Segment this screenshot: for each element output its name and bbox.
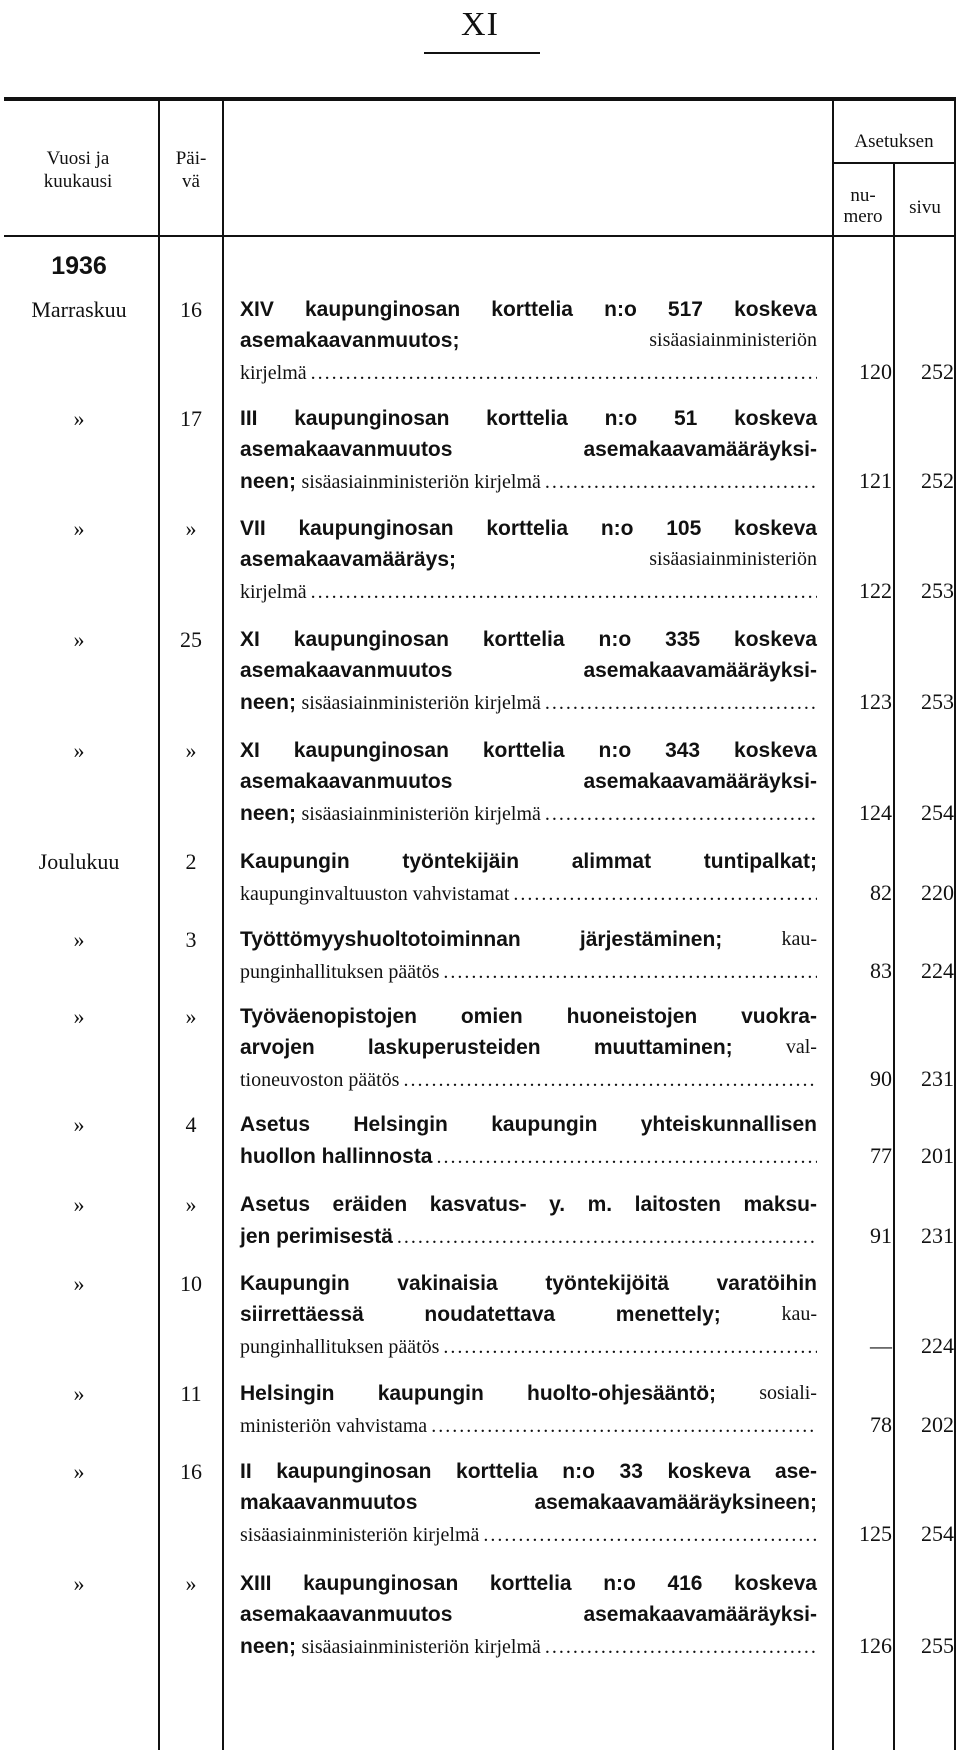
description-bold-word: tuntipalkat; — [703, 850, 817, 873]
description-cell — [240, 403, 817, 498]
description-bold-word: kaupunginosan — [294, 407, 450, 430]
description-bold-word: Asetus — [240, 1113, 311, 1136]
description-bold-word: kaupunginosan — [303, 1572, 459, 1595]
description-bold-word: huoneistojen — [566, 1005, 698, 1028]
description-cell — [240, 513, 817, 608]
description-bold-word: makaavanmuutos — [240, 1491, 418, 1514]
description-bold-word: työntekijöitä — [545, 1272, 669, 1295]
description-plain-text: punginhallituksen päätös — [240, 961, 440, 983]
month-cell: » — [73, 1571, 85, 1596]
description-plain-word: val- — [785, 1036, 817, 1058]
header-numero — [834, 185, 892, 227]
description-text — [240, 575, 307, 608]
sivu-cell: 224 — [921, 958, 954, 983]
description-line — [240, 294, 817, 325]
sivu-cell: 252 — [921, 468, 954, 493]
numero-cell: 126 — [859, 1633, 892, 1658]
sivu-cell: 202 — [921, 1412, 954, 1437]
description-bold-word: y. — [549, 1193, 566, 1216]
description-line — [240, 544, 817, 575]
description-bold-word: asemakaavamääräyksi- — [583, 1603, 817, 1626]
description-cell — [240, 735, 817, 830]
description-line — [240, 1409, 817, 1442]
description-bold-text: huollon hallinnosta — [240, 1145, 433, 1168]
sivu-cell: 201 — [921, 1143, 954, 1168]
description-bold-word: järjestäminen; — [579, 928, 723, 951]
description-bold-word: Asetus — [240, 1193, 311, 1216]
month-cell: » — [73, 927, 85, 952]
description-bold-word: asemakaavanmuutos; — [240, 329, 460, 352]
description-bold-word: laskuperusteiden — [367, 1036, 541, 1059]
header-day-line2: vä — [182, 171, 200, 192]
description-plain-text: sisäasiainministeriön kirjelmä — [301, 803, 541, 825]
description-plain-text: sisäasiainministeriön kirjelmä — [240, 1524, 480, 1546]
description-bold-word: koskeva — [734, 298, 817, 321]
dot-leader — [443, 1332, 817, 1363]
month-cell: » — [73, 627, 85, 652]
header-numero-line2: mero — [843, 206, 883, 227]
sivu-cell: 254 — [921, 800, 954, 825]
dot-leader — [483, 1520, 817, 1551]
description-plain-text: kirjelmä — [240, 581, 307, 603]
dot-leader — [403, 1065, 817, 1096]
day-cell: » — [185, 1192, 197, 1217]
description-bold-text: neen; — [240, 691, 297, 714]
description-text — [240, 356, 307, 389]
description-bold-word: koskeva — [734, 739, 817, 762]
description-bold-word: asemakaavamääräyksi- — [583, 438, 817, 461]
description-bold-word: omien — [460, 1005, 523, 1028]
month-cell: » — [73, 1192, 85, 1217]
description-bold-word: korttelia — [482, 739, 565, 762]
year-heading: 1936 — [51, 252, 107, 280]
description-bold-word: korttelia — [486, 407, 568, 430]
description-bold-word: menettely; — [615, 1303, 721, 1326]
description-bold-word: kaupungin — [377, 1382, 484, 1405]
description-bold-word: arvojen — [240, 1036, 315, 1059]
description-line — [240, 513, 817, 544]
description-line — [240, 1299, 817, 1330]
numero-cell: 122 — [859, 578, 892, 603]
description-line — [240, 1568, 817, 1599]
day-cell: 25 — [180, 627, 202, 652]
description-line — [240, 1330, 817, 1363]
description-line — [240, 1063, 817, 1096]
description-text — [240, 1409, 427, 1442]
description-bold-word: alimmat — [571, 850, 652, 873]
description-cell — [240, 1109, 817, 1173]
description-line — [240, 1268, 817, 1299]
description-bold-word: asemakaavamääräyksineen; — [534, 1491, 817, 1514]
description-text — [240, 465, 541, 498]
description-line — [240, 1220, 817, 1253]
dot-leader — [397, 1222, 817, 1253]
description-bold-word: VII — [240, 517, 266, 540]
numero-cell: 120 — [859, 359, 892, 384]
description-plain-text: kirjelmä — [240, 362, 307, 384]
description-text — [240, 1140, 433, 1172]
numero-cell: 83 — [870, 958, 892, 983]
sivu-cell: 231 — [921, 1223, 954, 1248]
dot-leader — [443, 957, 817, 988]
description-line — [240, 1109, 817, 1140]
description-line — [240, 686, 817, 719]
description-text — [240, 1630, 541, 1663]
description-plain-text: sisäasiainministeriön kirjelmä — [301, 471, 541, 493]
description-bold-word: Kaupungin — [240, 850, 350, 873]
description-text — [240, 955, 439, 988]
description-text — [240, 877, 509, 910]
description-line — [240, 655, 817, 686]
header-asetuksen: Asetuksen — [854, 131, 934, 152]
header-year-month: Vuosi ja kuukausi — [43, 148, 113, 192]
description-cell — [240, 924, 817, 988]
description-line — [240, 1456, 817, 1487]
description-bold-word: n:o — [600, 517, 634, 540]
description-bold-text: neen; — [240, 802, 297, 825]
description-bold-word: kasvatus- — [429, 1193, 527, 1216]
description-line — [240, 1599, 817, 1630]
description-text — [240, 686, 541, 719]
description-bold-word: kaupunginosan — [293, 739, 449, 762]
description-bold-word: korttelia — [486, 517, 569, 540]
description-bold-word: XIII — [240, 1572, 272, 1595]
description-plain-word: sosiali- — [759, 1382, 817, 1404]
day-cell: 11 — [180, 1381, 202, 1406]
numero-cell: 90 — [870, 1066, 892, 1091]
description-bold-word: siirrettäessä — [240, 1303, 364, 1326]
description-plain-text: sisäasiainministeriön kirjelmä — [301, 692, 541, 714]
description-cell — [240, 1568, 817, 1663]
description-line — [240, 1140, 817, 1173]
description-bold-word: koskeva — [734, 628, 817, 651]
description-line — [240, 1487, 817, 1518]
description-bold-word: kaupunginosan — [293, 628, 449, 651]
description-plain-word: kau- — [781, 1303, 817, 1325]
description-bold-word: varatöihin — [716, 1272, 817, 1295]
description-plain-text: tioneuvoston päätös — [240, 1069, 400, 1091]
description-bold-word: III — [240, 407, 258, 430]
description-line — [240, 575, 817, 608]
description-bold-word: asemakaavamääräys; — [240, 548, 457, 571]
description-bold-word: koskeva — [734, 407, 817, 430]
day-cell: 2 — [185, 849, 197, 874]
description-bold-word: ase- — [774, 1460, 817, 1483]
month-cell: » — [73, 1112, 85, 1137]
description-cell — [240, 1001, 817, 1096]
page-number: XI — [461, 6, 499, 43]
day-cell: 16 — [180, 1459, 202, 1484]
description-bold-word: Helsingin — [353, 1113, 448, 1136]
page-number-rule — [424, 52, 540, 54]
description-cell — [240, 1456, 817, 1551]
description-bold-word: Kaupungin — [240, 1272, 350, 1295]
header-sivu: sivu — [909, 197, 941, 218]
description-line — [240, 624, 817, 655]
numero-cell: 125 — [859, 1521, 892, 1546]
description-bold-word: Helsingin — [240, 1382, 335, 1405]
description-line — [240, 434, 817, 465]
description-bold-word: 335 — [665, 628, 701, 651]
description-plain-word: kau- — [781, 928, 817, 950]
dot-leader — [545, 1632, 817, 1663]
dot-leader — [545, 688, 817, 719]
description-bold-word: koskeva — [734, 1572, 817, 1595]
table-top-rule — [4, 97, 956, 101]
description-plain-word: sisäasiainministeriön — [649, 548, 817, 570]
description-bold-word: asemakaavanmuutos — [240, 1603, 453, 1626]
month-cell: » — [73, 1381, 85, 1406]
description-line — [240, 1001, 817, 1032]
month-cell: » — [73, 1004, 85, 1029]
month-cell: Marraskuu — [31, 297, 127, 322]
numero-cell: 121 — [859, 468, 892, 493]
sivu-cell: 252 — [921, 359, 954, 384]
description-bold-word: noudatettava — [424, 1303, 556, 1326]
sivu-cell: 224 — [921, 1333, 954, 1358]
description-text — [240, 1220, 393, 1252]
sivu-cell: 231 — [921, 1066, 954, 1091]
description-cell — [240, 1378, 817, 1442]
description-line — [240, 924, 817, 955]
description-text — [240, 1330, 439, 1363]
day-cell: » — [185, 1004, 197, 1029]
description-bold-text: neen; — [240, 1635, 297, 1658]
description-bold-word: XIV — [240, 298, 274, 321]
month-cell: » — [73, 1459, 85, 1484]
description-bold-word: vakinaisia — [397, 1272, 498, 1295]
description-text — [240, 1063, 399, 1096]
description-bold-word: eräiden — [332, 1193, 408, 1216]
description-bold-word: vuokra- — [741, 1005, 817, 1028]
description-bold-word: 416 — [667, 1572, 703, 1595]
table-right-border — [954, 100, 956, 1750]
description-bold-word: koskeva — [667, 1460, 751, 1483]
description-plain-text: sisäasiainministeriön kirjelmä — [301, 1636, 541, 1658]
day-cell: 16 — [180, 297, 202, 322]
description-cell — [240, 624, 817, 719]
col-divider-desc-numero — [832, 100, 834, 1750]
description-line — [240, 797, 817, 830]
description-bold-word: 33 — [619, 1460, 643, 1483]
description-bold-word: asemakaavanmuutos — [240, 659, 453, 682]
description-bold-word: n:o — [562, 1460, 595, 1483]
numero-cell: 77 — [870, 1143, 892, 1168]
dot-leader — [545, 799, 817, 830]
description-bold-word: XI — [240, 739, 260, 762]
description-line — [240, 1518, 817, 1551]
description-bold-word: kaupunginosan — [298, 517, 454, 540]
description-bold-word: 105 — [666, 517, 702, 540]
description-bold-word: asemakaavamääräyksi- — [583, 770, 817, 793]
description-line — [240, 766, 817, 797]
numero-cell: — — [870, 1333, 892, 1358]
description-line — [240, 356, 817, 389]
description-bold-word: asemakaavanmuutos — [240, 770, 453, 793]
description-bold-word: korttelia — [482, 628, 565, 651]
description-bold-word: II — [240, 1460, 252, 1483]
description-plain-word: sisäasiainministeriön — [649, 329, 817, 351]
description-bold-word: korttelia — [456, 1460, 538, 1483]
day-cell: 3 — [185, 927, 197, 952]
dot-leader — [311, 577, 817, 608]
description-bold-word: työntekijäin — [402, 850, 520, 873]
header-numero-line1: nu- — [850, 185, 876, 206]
description-bold-word: kaupunginosan — [276, 1460, 432, 1483]
description-plain-text: kaupunginvaltuuston vahvistamat — [240, 883, 510, 905]
description-line — [240, 1189, 817, 1220]
description-bold-word: muuttaminen; — [593, 1036, 733, 1059]
month-cell: » — [73, 516, 85, 541]
description-bold-word: huolto-ohjesääntö; — [527, 1382, 717, 1405]
description-bold-word: asemakaavamääräyksi- — [583, 659, 817, 682]
numero-cell: 123 — [859, 689, 892, 714]
description-line — [240, 465, 817, 498]
dot-leader — [513, 879, 817, 910]
day-cell: » — [185, 516, 197, 541]
day-cell: 17 — [180, 406, 202, 431]
description-bold-word: 51 — [674, 407, 698, 430]
col-divider-month-day — [158, 100, 160, 1750]
day-cell: » — [185, 1571, 197, 1596]
description-line — [240, 1378, 817, 1409]
description-bold-word: n:o — [603, 1572, 636, 1595]
month-cell: » — [73, 406, 85, 431]
day-cell: 4 — [185, 1112, 197, 1137]
description-bold-word: m. — [587, 1193, 613, 1216]
description-bold-word: laitosten — [634, 1193, 721, 1216]
description-bold-text: neen; — [240, 470, 297, 493]
description-line — [240, 955, 817, 988]
description-line — [240, 846, 817, 877]
description-bold-word: Työväenopistojen — [240, 1005, 417, 1028]
day-cell: » — [185, 738, 197, 763]
description-bold-word: kaupunginosan — [304, 298, 461, 321]
sivu-cell: 253 — [921, 689, 954, 714]
dot-leader — [311, 358, 817, 389]
description-text — [240, 1518, 479, 1551]
description-line — [240, 325, 817, 356]
description-plain-text: ministeriön vahvistama — [240, 1415, 428, 1437]
description-cell — [240, 294, 817, 389]
description-text — [240, 797, 541, 830]
sivu-cell: 253 — [921, 578, 954, 603]
description-bold-word: korttelia — [489, 1572, 572, 1595]
header-day — [162, 147, 220, 193]
description-cell — [240, 1268, 817, 1363]
description-bold-word: koskeva — [734, 517, 817, 540]
description-line — [240, 1630, 817, 1663]
description-bold-word: n:o — [598, 628, 632, 651]
dot-leader — [431, 1411, 817, 1442]
numero-cell: 124 — [859, 800, 892, 825]
description-cell — [240, 1189, 817, 1253]
month-cell: » — [73, 1271, 85, 1296]
month-cell: » — [73, 738, 85, 763]
description-bold-text: jen perimisestä — [240, 1225, 393, 1248]
table-header-bottom-rule — [4, 235, 956, 237]
description-bold-word: XI — [240, 628, 260, 651]
description-bold-word: n:o — [604, 298, 637, 321]
description-line — [240, 735, 817, 766]
description-bold-word: asemakaavanmuutos — [240, 438, 453, 461]
description-line — [240, 877, 817, 910]
col-divider-numero-sivu — [893, 164, 895, 1750]
numero-cell: 82 — [870, 880, 892, 905]
description-bold-word: kaupungin — [491, 1113, 598, 1136]
description-line — [240, 1032, 817, 1063]
description-plain-text: punginhallituksen päätös — [240, 1336, 440, 1358]
sivu-cell: 254 — [921, 1521, 954, 1546]
dot-leader — [437, 1142, 818, 1173]
sivu-cell: 255 — [921, 1633, 954, 1658]
numero-cell: 91 — [870, 1223, 892, 1248]
header-day-line1: Päi- — [175, 148, 207, 169]
description-line — [240, 403, 817, 434]
dot-leader — [545, 467, 817, 498]
description-cell — [240, 846, 817, 910]
description-bold-word: Työttömyyshuoltotoiminnan — [240, 928, 521, 951]
month-cell: Joulukuu — [38, 849, 120, 874]
description-bold-word: 517 — [667, 298, 703, 321]
description-bold-word: korttelia — [491, 298, 573, 321]
description-bold-word: maksu- — [743, 1193, 817, 1216]
col-divider-day-desc — [222, 100, 224, 1750]
description-bold-word: 343 — [665, 739, 701, 762]
numero-cell: 78 — [870, 1412, 892, 1437]
description-bold-word: n:o — [604, 407, 638, 430]
sivu-cell: 220 — [921, 880, 954, 905]
description-bold-word: yhteiskunnallisen — [640, 1113, 817, 1136]
description-bold-word: n:o — [598, 739, 632, 762]
day-cell: 10 — [180, 1271, 202, 1296]
